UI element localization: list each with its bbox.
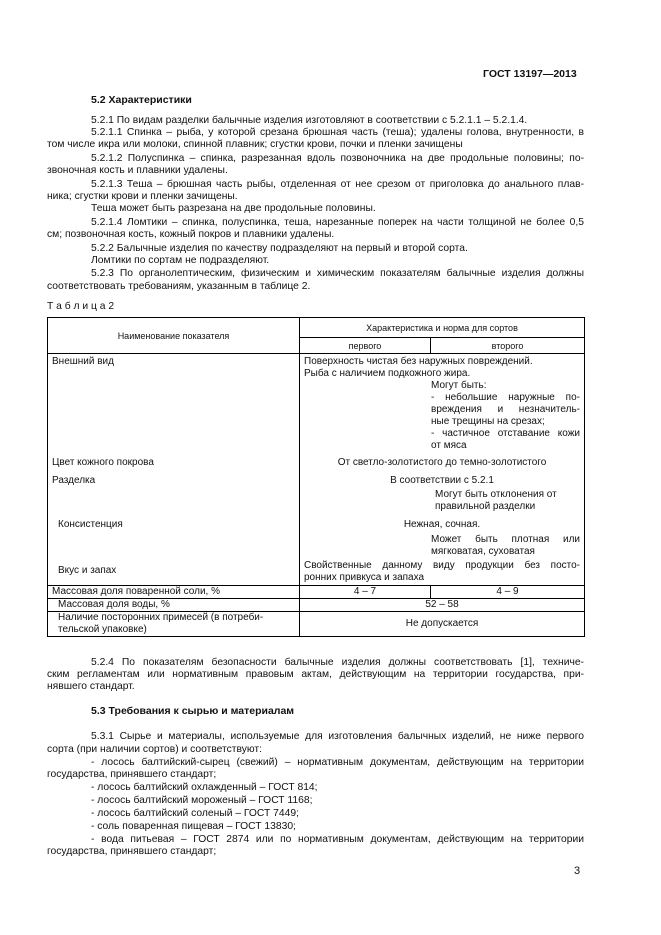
table-row (48, 454, 585, 473)
cell-text: Поверхность чистая без наружных повреждений. (304, 356, 533, 367)
cell-text: от мяса (431, 440, 467, 451)
header-indicator-name: Наименование показателя (48, 318, 300, 354)
paragraph-5-2-1-4-line1: 5.2.1.4 Ломтики – спинка, полуспинка, теша, нарезанные поперек на части толщиной не более 0,5 (91, 217, 584, 228)
table-row (48, 612, 585, 637)
cell-text: Рыба с наличием подкожного жира. (304, 368, 471, 379)
paragraph-5-2-4-line2: ским регламентам или нормативным правовым актам, действующим на территории государства, при- (47, 669, 584, 680)
paragraph-5-2-1-3-line3: Теша может быть разрезана на две продольные половины. (91, 203, 376, 214)
row-value (300, 354, 585, 455)
document-code: ГОСТ 13197—2013 (483, 68, 577, 80)
row-value (300, 560, 585, 586)
cell-text: Свойственные данному виду продукции без посто- (304, 560, 580, 571)
row-name: Массовая доля поваренной соли, % (48, 586, 300, 599)
second-grade-note (431, 380, 580, 452)
table-row (48, 516, 585, 560)
paragraph-5-2-4-line3: нявшего стандарт. (47, 681, 135, 692)
list-item: - лосось балтийский мороженый – ГОСТ 1168; (91, 795, 313, 806)
paragraph-5-2-1-2-line2: звоночная кость и плавники удалены. (47, 165, 228, 176)
cell-text: ные трещины на срезах; (431, 416, 545, 427)
row-name (48, 354, 300, 455)
cell-text: мягковатая, суховатая (431, 546, 535, 557)
header-second-grade: второго (431, 338, 585, 354)
paragraph-5-3-1-line2: сорта (при наличии сортов) и соответствуют: (47, 744, 262, 755)
table-row (48, 560, 585, 586)
row-name: Консистенция (48, 516, 300, 560)
cell-text: вреждения и незначитель- (431, 404, 580, 415)
table-row (48, 473, 585, 516)
list-item: - соль поваренная пищевая – ГОСТ 13830; (91, 821, 296, 832)
paragraph-5-2-3-line1: 5.2.3 По органолептическим, физическим и химическим показателям балычные изделия должны (91, 268, 584, 279)
paragraph-5-2-2-b: Ломтики по сортам не подразделяют. (91, 255, 270, 266)
paragraph-5-3-1-line1: 5.3.1 Сырье и материалы, используемые для изготовления балычных изделий, не ниже первого (91, 731, 584, 742)
row-value (300, 516, 585, 560)
cell-text: тельской упаковке) (58, 624, 147, 635)
row-value: 52 – 58 (300, 599, 585, 612)
row-value-second: 4 – 9 (431, 586, 585, 599)
cell-text: В соответствии с 5.2.1 (390, 475, 494, 486)
row-value-first: 4 – 7 (300, 586, 431, 599)
cell-text: Нежная, сочная. (403, 519, 481, 530)
paragraph-5-2-1-1-line1: 5.2.1.1 Спинка – рыба, у которой срезана брюшная часть (теша); удалены голова, внутренности, в (91, 127, 584, 138)
row-value: От светло-золотистого до темно-золотистого (300, 454, 585, 473)
characteristics-table (47, 317, 585, 637)
list-item-continuation: государства, принявшего стандарт; (47, 846, 217, 857)
second-grade-note (431, 534, 580, 558)
table-row (48, 354, 585, 455)
table-caption: Т а б л и ц а 2 (47, 301, 115, 312)
list-item: - вода питьевая – ГОСТ 2874 или по нормативным документам, действующим на территории (91, 834, 584, 845)
row-name: Цвет кожного покрова (48, 454, 300, 473)
cell-text: Наличие посторонних примесей (в потреби- (58, 612, 264, 623)
paragraph-5-2-1-3-line2: ника; сгустки крови и пленки зачищены. (47, 191, 238, 202)
header-characteristic: Характеристика и норма для сортов (300, 318, 585, 338)
row-name (48, 612, 300, 637)
cell-text: Могут быть: (431, 380, 487, 391)
list-item: - лосось балтийский соленый – ГОСТ 7449; (91, 808, 299, 819)
page-number: 3 (574, 865, 581, 877)
cell-text: Могут быть отклонения от (435, 489, 557, 500)
cell-text: Может быть плотная или (431, 534, 580, 545)
cell-text: Внешний вид (52, 356, 114, 367)
paragraph-5-2-1: 5.2.1 По видам разделки балычные изделия изготовляют в соответствии с 5.2.1.1 – 5.2.1.4. (91, 115, 528, 126)
list-item: - лосось балтийский охлажденный – ГОСТ 814; (91, 782, 318, 793)
section-title-5-3: 5.3 Требования к сырью и материалам (91, 705, 295, 717)
row-value (300, 473, 585, 516)
cell-text: ронних привкуса и запаха (304, 572, 425, 583)
paragraph-5-2-2: 5.2.2 Балычные изделия по качеству подразделяют на первый и второй сорта. (91, 243, 468, 254)
paragraph-5-2-1-1-line2: том числе икра или молоки, спинной плавник; сгустки крови, почки и пленки зачищены (47, 139, 463, 150)
cell-text: - частичное отставание кожи (431, 428, 580, 439)
paragraph-5-2-4-line1: 5.2.4 По показателям безопасности балычные изделия должны соответствовать [1], техниче- (91, 657, 584, 668)
paragraph-5-2-1-2-line1: 5.2.1.2 Полуспинка – спинка, разрезанная вдоль позвоночника на две продольные половины; по- (91, 153, 584, 164)
cell-text: правильной разделки (435, 501, 536, 512)
row-value: Не допускается (300, 612, 585, 637)
list-item: - лосось балтийский-сырец (свежий) – нормативным документам, действующим на территории (91, 757, 584, 768)
row-name: Разделка (48, 473, 300, 516)
table-row (48, 586, 585, 599)
paragraph-5-2-3-line2: соответствовать требованиям, указанным в таблице 2. (47, 281, 311, 292)
row-name: Вкус и запах (48, 560, 300, 586)
table-row (48, 599, 585, 612)
paragraph-5-2-1-4-line2: см; позвоночная кость, кожный покров и плавники удалены. (47, 229, 335, 240)
row-name: Массовая доля воды, % (48, 599, 300, 612)
paragraph-5-2-1-3-line1: 5.2.1.3 Теша – брюшная часть рыбы, отделенная от нее срезом от приголовка до анального плав- (91, 179, 584, 190)
header-first-grade: первого (300, 338, 431, 354)
list-item-continuation: государства, принявшего стандарт; (47, 769, 217, 780)
second-grade-note (435, 489, 580, 513)
section-title-5-2: 5.2 Характеристики (91, 94, 192, 106)
cell-text: - небольшие наружные по- (431, 392, 580, 403)
table-header-row (48, 318, 585, 338)
